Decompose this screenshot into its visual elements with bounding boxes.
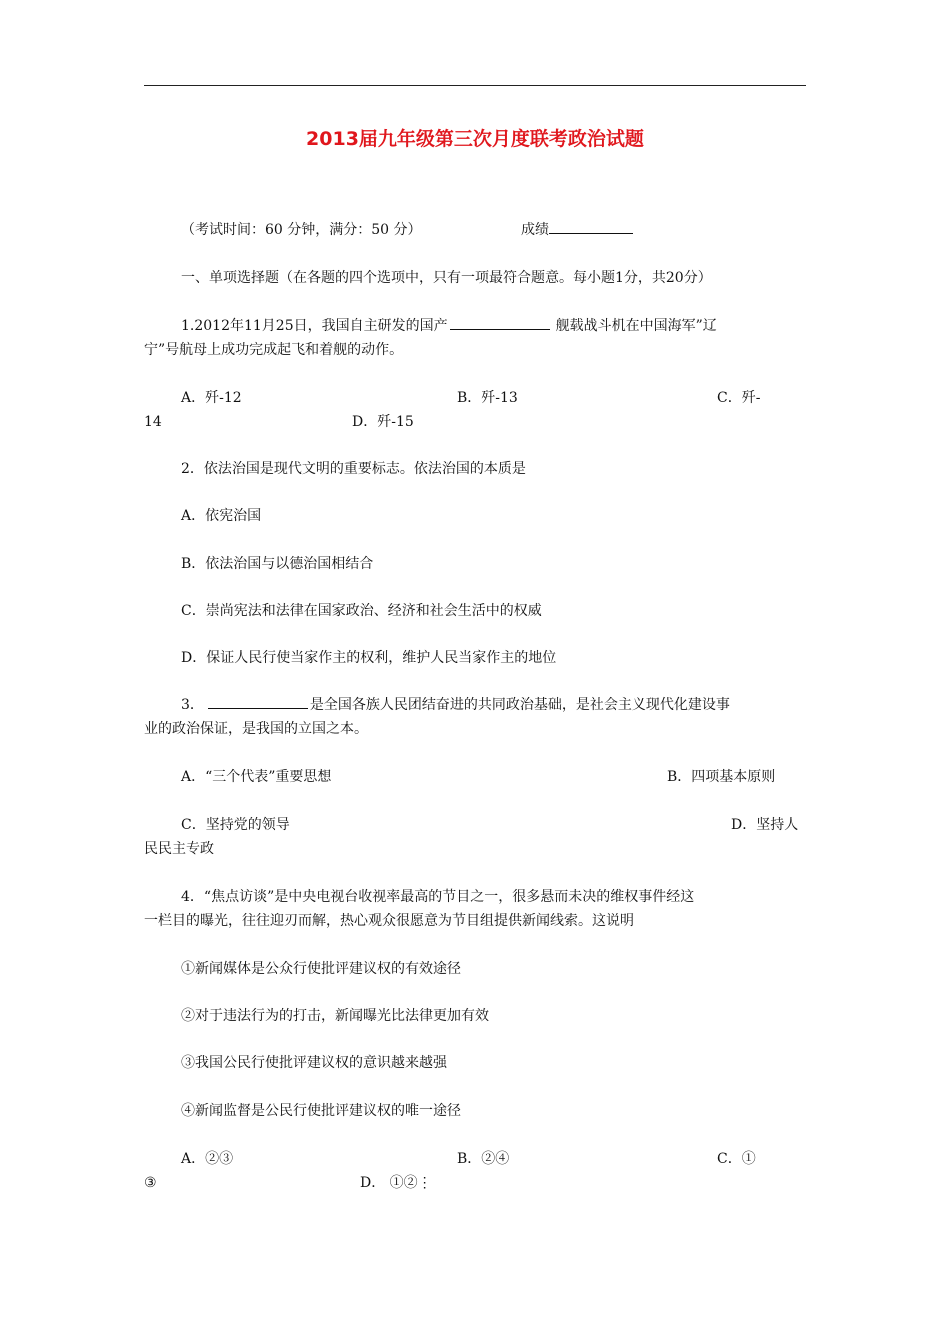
q3-option-d-cont: 民民主专政 xyxy=(144,841,214,857)
q4-option-d: D． ①②⋮ xyxy=(360,1175,432,1191)
q1-text-before: 1.2012年11月25日，我国自主研发的国产 xyxy=(181,318,448,334)
question-2-text: 2．依法治国是现代文明的重要标志。依法治国的本质是 xyxy=(181,461,526,477)
q4-option-c-cont: ③ xyxy=(144,1175,157,1191)
q2-option-d: D．保证人民行使当家作主的权利，维护人民当家作主的地位 xyxy=(181,650,557,666)
page-title: 2013届九年级第三次月度联考政治试题 xyxy=(306,128,644,150)
q3-option-b: B．四项基本原则 xyxy=(667,769,776,785)
question-3-text xyxy=(181,693,730,717)
question-1-text-line2: 宁”号航母上成功完成起飞和着舰的动作。 xyxy=(144,342,404,358)
q3-option-d: D．坚持人 xyxy=(731,817,799,833)
q1-option-c-cont: 14 xyxy=(144,414,162,430)
q4-option-b: B．②④ xyxy=(457,1151,510,1167)
q4-statement-2: ②对于违法行为的打击，新闻曝光比法律更加有效 xyxy=(181,1008,489,1024)
q4-statement-4: ④新闻监督是公民行使批评建议权的唯一途径 xyxy=(181,1103,461,1119)
q2-option-c: C．崇尚宪法和法律在国家政治、经济和社会生活中的权威 xyxy=(181,603,542,619)
score-field xyxy=(521,218,633,242)
score-blank xyxy=(549,219,633,234)
q3-option-a: A．“三个代表”重要思想 xyxy=(181,769,332,785)
q2-option-a: A．依宪治国 xyxy=(181,508,262,524)
q3-text-after: 是全国各族人民团结奋进的共同政治基础，是社会主义现代化建设事 xyxy=(309,697,730,713)
q1-option-b: B．歼-13 xyxy=(457,390,518,406)
header-rule xyxy=(144,85,806,86)
q1-option-c: C．歼- xyxy=(717,390,761,406)
q2-option-b: B．依法治国与以德治国相结合 xyxy=(181,556,374,572)
section-heading: 一、单项选择题（在各题的四个选项中，只有一项最符合题意。每小题1分，共20分） xyxy=(181,270,712,286)
q4-option-c: C．① xyxy=(717,1151,756,1167)
question-4-text-line2: 一栏目的曝光，往往迎刃而解，热心观众很愿意为节目组提供新闻线索。这说明 xyxy=(144,913,634,929)
question-4-text: 4．“焦点访谈”是中央电视台收视率最高的节目之一，很多悬而未决的维权事件经这 xyxy=(181,889,695,905)
q3-blank xyxy=(208,694,308,709)
q1-option-a: A．歼-12 xyxy=(181,390,242,406)
q1-blank xyxy=(450,315,550,330)
q1-option-d: D．歼-15 xyxy=(352,414,414,430)
exam-info: （考试时间：60 分钟，满分：50 分） xyxy=(181,222,422,238)
question-3-text-line2: 业的政治保证，是我国的立国之本。 xyxy=(144,721,368,737)
q4-option-a: A．②③ xyxy=(181,1151,234,1167)
q3-number: 3． xyxy=(181,697,204,713)
q4-statement-3: ③我国公民行使批评建议权的意识越来越强 xyxy=(181,1055,447,1071)
q4-statement-1: ①新闻媒体是公众行使批评建议权的有效途径 xyxy=(181,961,461,977)
q1-text-after: 舰载战斗机在中国海军”辽 xyxy=(555,318,717,334)
question-1-text xyxy=(181,314,717,338)
score-label: 成绩 xyxy=(521,222,549,238)
q3-option-c: C．坚持党的领导 xyxy=(181,817,290,833)
